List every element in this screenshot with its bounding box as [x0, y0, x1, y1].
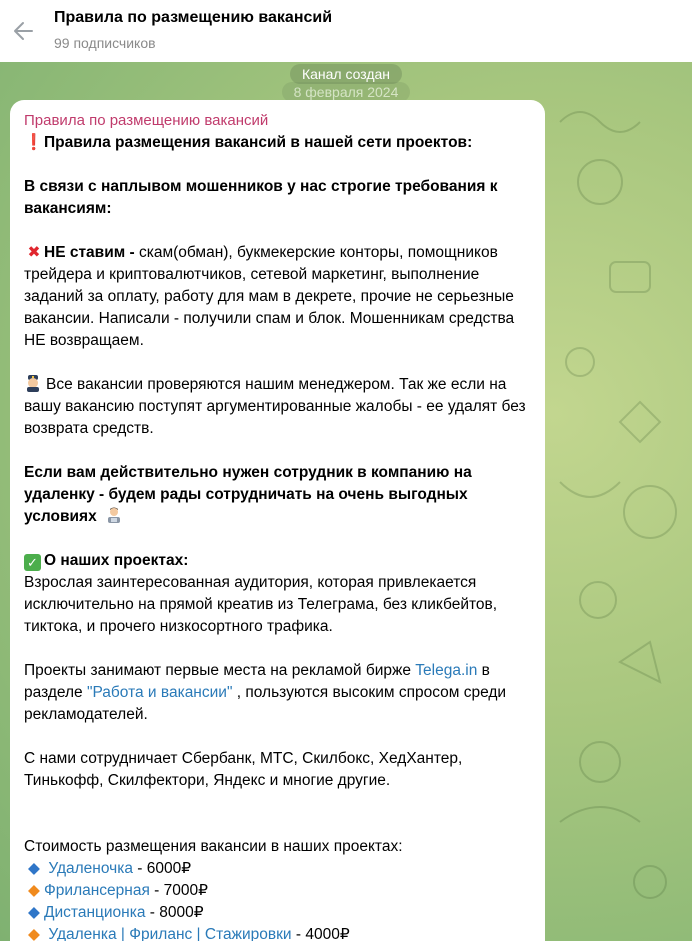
- cross-icon: ✖: [27, 244, 41, 261]
- message-partners: С нами сотрудничает Сбербанк, МТС, Скилбокс, ХедХантер, Тинькофф, Скилфектори, Яндекс и многие другие.: [24, 750, 463, 789]
- diamond-icon: ◆: [28, 904, 40, 921]
- exclamation-icon: ❗: [24, 134, 44, 151]
- message-ranking: Проекты занимают первые места на рекламой бирже Telega.in в разделе "Работа и вакансии" , пользуются высоким спросом среди рекламодателей.: [24, 662, 507, 723]
- project-link[interactable]: Фрилансерная: [44, 882, 150, 899]
- price-list: [24, 858, 531, 941]
- message-intro: В связи с наплывом мошенников у нас строгие требования к вакансиям:: [24, 178, 498, 217]
- message-remote-offer: Если вам действительно нужен сотрудник в компанию на удаленку - будем рады сотрудничать на очень выгодных условиях: [24, 464, 472, 525]
- technologist-icon: [105, 506, 123, 524]
- price-title: Стоимость размещения вакансии в наших проектах:: [24, 838, 403, 855]
- price-item: ◆ Удаленочка - 6000₽: [24, 858, 531, 880]
- message-sender[interactable]: Правила по размещению вакансий: [24, 112, 269, 129]
- message-restrictions: ✖ НЕ ставим - скам(обман), букмекерские конторы, помощников трейдера и криптовалютчиков, сетевой маркетинг, выполнение заданий за оплату, работу для мам в декрете, прочие не серьезные вакансии. Написали - получили спам и блок. Мошенникам средства НЕ возвращаем.: [24, 244, 515, 349]
- police-officer-icon: [24, 374, 42, 392]
- service-message-created: Канал создан: [0, 64, 692, 84]
- project-link[interactable]: Удаленочка: [48, 860, 133, 877]
- message-heading: ❗Правила размещения вакансий в нашей сети проектов:: [24, 132, 531, 154]
- project-link[interactable]: Удаленка | Фриланс | Стажировки: [48, 926, 292, 941]
- channel-title[interactable]: Правила по размещению вакансий: [54, 9, 333, 26]
- message-about: ✓ О наших проектах: Взрослая заинтересованная аудитория, которая привлекается исключительно на прямой креатив из Телеграма, без кликбейтов, тиктока, и прочего низкосортного трафика.: [24, 552, 498, 635]
- diamond-icon: ◆: [28, 926, 40, 941]
- back-arrow-icon[interactable]: [10, 18, 36, 44]
- message-moderation: Все вакансии проверяются нашим менеджером. Так же если на вашу вакансию поступят аргументированные жалобы - ее удалят без возврата средств.: [24, 376, 526, 437]
- diamond-icon: ◆: [28, 860, 40, 877]
- jobs-section-link[interactable]: "Работа и вакансии": [86, 684, 237, 701]
- message-bubble[interactable]: [10, 100, 545, 941]
- price-item: ◆ Удаленка | Фриланс | Стажировки - 4000₽: [24, 924, 531, 941]
- price-item: ◆ Фрилансерная - 7000₽: [24, 880, 531, 902]
- check-box-icon: ✓: [24, 554, 41, 571]
- diamond-icon: ◆: [28, 882, 40, 899]
- telega-link[interactable]: Telega.in: [415, 662, 478, 679]
- subscriber-count: 99 подписчиков: [54, 35, 156, 51]
- project-link[interactable]: Дистанционка: [44, 904, 146, 921]
- chat-area[interactable]: [0, 62, 692, 941]
- price-item: ◆ Дистанционка - 8000₽: [24, 902, 531, 924]
- chat-header: [0, 0, 692, 62]
- service-message-date: 8 февраля 2024: [0, 82, 692, 102]
